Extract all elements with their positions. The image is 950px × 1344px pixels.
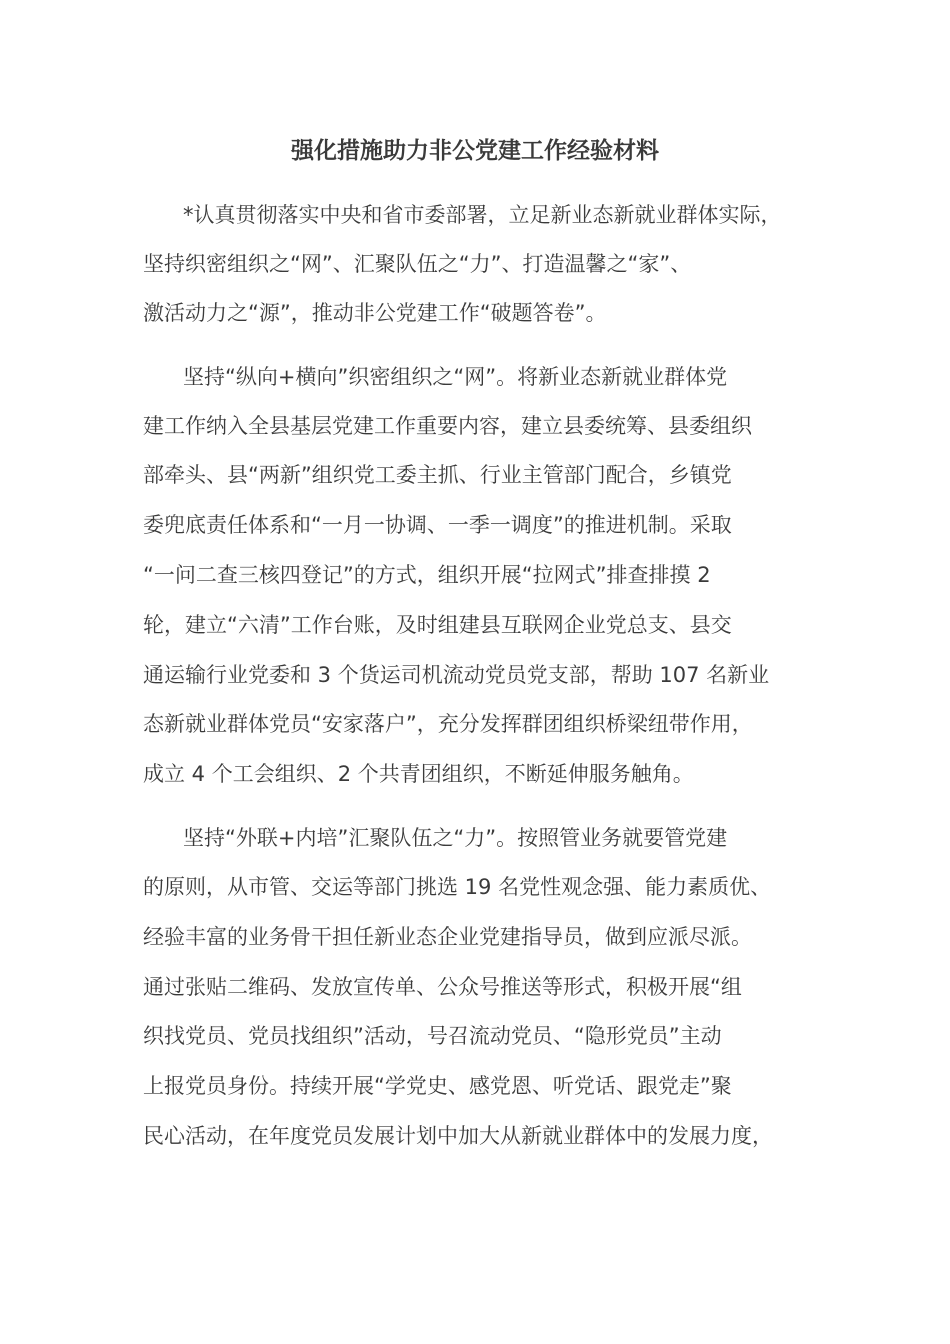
paragraph-3-line-2: 的原则，从市管、交运等部门挑选 19 名党性观念强、能力素质优、 <box>143 875 772 899</box>
paragraph-1-line-3: 激活动力之“源”，推动非公党建工作“破题答卷”。 <box>143 301 607 325</box>
paragraph-2-line-8: 态新就业群体党员“安家落户”，充分发挥群团组织桥梁纽带作用， <box>143 712 753 736</box>
paragraph-2-line-7: 通运输行业党委和 3 个货运司机流动党员党支部，帮助 107 名新业 <box>143 663 770 687</box>
paragraph-2-line-3: 部牵头、县“两新”组织党工委主抓、行业主管部门配合，乡镇党 <box>143 463 732 487</box>
paragraph-3-line-5: 织找党员、党员找组织”活动，号召流动党员、“隐形党员”主动 <box>143 1024 722 1048</box>
paragraph-2-line-2: 建工作纳入全县基层党建工作重要内容，建立县委统筹、县委组织 <box>143 414 752 438</box>
paragraph-2-line-9: 成立 4 个工会组织、2 个共青团组织，不断延伸服务触角。 <box>143 762 694 786</box>
paragraph-3-line-7: 民心活动，在年度党员发展计划中加大从新就业群体中的发展力度， <box>143 1124 773 1148</box>
paragraph-3-line-6: 上报党员身份。持续开展“学党史、感党恩、听党话、跟党走”聚 <box>143 1074 732 1098</box>
document-title: 强化措施助力非公党建工作经验材料 <box>291 138 659 164</box>
paragraph-1-line-2: 坚持织密组织之“网”、汇聚队伍之“力”、打造温馨之“家”、 <box>143 252 692 276</box>
paragraph-2-line-5: “一问二查三核四登记”的方式，组织开展“拉网式”排查排摸 2 <box>143 563 711 587</box>
paragraph-1-line-1: *认真贯彻落实中央和省市委部署，立足新业态新就业群体实际， <box>183 203 782 227</box>
paragraph-3-line-1: 坚持“外联+内培”汇聚队伍之“力”。按照管业务就要管党建 <box>183 826 728 850</box>
paragraph-2-line-4: 委兜底责任体系和“一月一协调、一季一调度”的推进机制。采取 <box>143 513 732 537</box>
paragraph-2-line-6: 轮，建立“六清”工作台账，及时组建县互联网企业党总支、县交 <box>143 613 732 637</box>
paragraph-2-line-1: 坚持“纵向+横向”织密组织之“网”。将新业态新就业群体党 <box>183 365 728 389</box>
paragraph-3-line-3: 经验丰富的业务骨干担任新业态企业党建指导员，做到应派尽派。 <box>143 925 752 949</box>
paragraph-3-line-4: 通过张贴二维码、发放宣传单、公众号推送等形式，积极开展“组 <box>143 975 742 999</box>
